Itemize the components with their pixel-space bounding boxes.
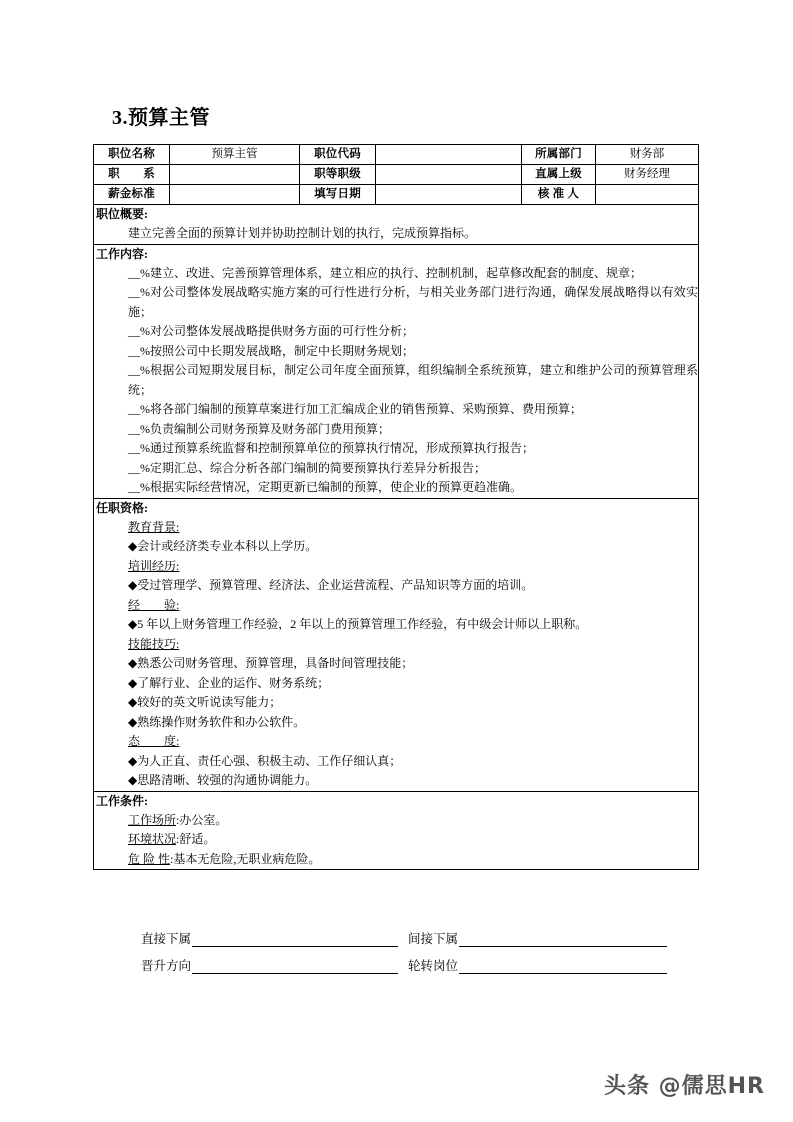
footer-field-input-line[interactable] (459, 933, 667, 947)
diamond-bullet-icon: ◆ (128, 714, 138, 729)
duty-percent-blank[interactable]: __% (128, 324, 150, 338)
footer-field-input-line[interactable] (459, 960, 667, 974)
cell-value-job-grade[interactable] (376, 165, 522, 185)
duty-percent-blank[interactable]: __% (128, 441, 150, 455)
qualification-group-label: 经 验: (128, 597, 180, 612)
cell-label-salary-standard: 薪金标准 (94, 185, 170, 205)
qualification-item (94, 654, 698, 674)
section-duties (94, 244, 699, 498)
duty-item (94, 478, 698, 498)
cell-label-approver: 核 准 人 (522, 185, 596, 205)
footer-signature-fields (93, 920, 698, 974)
diamond-bullet-icon: ◆ (128, 617, 138, 631)
qualification-item-text: 熟悉公司财务管理、预算管理，具备时间管理技能； (137, 656, 414, 670)
qualification-group-label: 技能技巧: (128, 636, 180, 651)
qualification-item (94, 771, 698, 791)
duty-percent-blank[interactable]: __% (128, 421, 150, 436)
footer-row (93, 920, 698, 947)
section-heading-summary: 职位概要: (96, 207, 148, 221)
duty-percent-blank[interactable]: __% (128, 285, 150, 299)
section-heading-work-conditions: 工作条件: (96, 793, 148, 808)
cell-value-position-name[interactable]: 预算主管 (170, 145, 300, 165)
summary-text: 建立完善全面的预算计划并协助控制计划的执行，完成预算指标。 (128, 226, 477, 240)
section-qualifications (94, 498, 699, 791)
diamond-bullet-icon: ◆ (128, 675, 138, 690)
qualification-item (94, 576, 698, 596)
duty-percent-blank[interactable]: __% (128, 363, 150, 377)
diamond-bullet-icon: ◆ (128, 753, 138, 768)
footer-field-label: 间接下属 (408, 932, 459, 946)
qualification-item-text: 5 年以上财务管理工作经验，2 年以上的预算管理工作经验，有中级会计师以上职称。 (137, 617, 588, 631)
footer-field (93, 931, 398, 947)
duty-item (94, 264, 698, 284)
duty-text: 对公司整体发展战略提供财务方面的可行性分析； (150, 324, 415, 338)
work-condition-label: 危 险 性 (128, 851, 171, 866)
watermark: 头条 @儒思HR (603, 1074, 765, 1099)
work-condition-label: 环境状况 (128, 832, 177, 846)
duty-text: 定期汇总、综合分析各部门编制的简要预算执行差异分析报告； (150, 460, 487, 475)
work-condition-value: :舒适。 (176, 832, 216, 846)
section-row-qualifications (94, 498, 699, 791)
footer-field-label: 直接下属 (141, 932, 192, 946)
cell-value-position-code[interactable] (376, 145, 522, 165)
section-heading-duties: 工作内容: (96, 246, 148, 261)
qualification-item-text: 了解行业、企业的运作、财务系统； (137, 675, 330, 690)
work-conditions-list (94, 811, 698, 870)
cell-value-salary-standard[interactable] (170, 185, 300, 205)
qualification-group-label: 教育背景: (128, 519, 180, 534)
duty-percent-blank[interactable]: __% (128, 265, 150, 280)
work-condition-value: :基本无危险,无职业病危险。 (170, 851, 321, 866)
duty-item (94, 283, 698, 322)
qualification-item (94, 713, 698, 733)
cell-label-fill-date: 填写日期 (300, 185, 376, 205)
duty-text: 建立、改进、完善预算管理体系，建立相应的执行、控制机制，起草修改配套的制度、规章； (150, 265, 643, 280)
footer-field (398, 931, 698, 947)
qualification-item (94, 693, 698, 713)
duty-item (94, 361, 698, 400)
qualification-item-text: 熟练操作财务软件和办公软件。 (137, 714, 306, 729)
work-condition-item (94, 830, 698, 850)
qualification-item (94, 537, 698, 557)
cell-label-department: 所属部门 (522, 145, 596, 165)
qualification-item-text: 会计或经济类专业本科以上学历。 (137, 539, 318, 553)
duty-text: 对公司整体发展战略实施方案的可行性进行分析，与相关业务部门进行沟通，确保发展战略得以有效实施； (128, 285, 698, 319)
qualification-item-text: 受过管理学、预算管理、经济法、企业运营流程、产品知识等方面的培训。 (137, 578, 534, 592)
duties-list (94, 264, 698, 498)
section-heading-qualifications: 任职资格: (96, 500, 148, 515)
page-title: 3.预算主管 (112, 107, 210, 129)
work-condition-item (94, 811, 698, 831)
duty-percent-blank[interactable]: __% (128, 480, 150, 494)
footer-field (398, 958, 698, 974)
cell-value-department[interactable]: 财务部 (596, 145, 699, 165)
table-row (94, 165, 699, 185)
footer-row (93, 947, 698, 974)
qualifications-list (94, 518, 698, 791)
work-condition-value: :办公室。 (176, 812, 228, 827)
duty-text: 根据公司短期发展目标，制定公司年度全面预算，组织编制全系统预算，建立和维护公司的预算管理系统； (128, 363, 698, 397)
diamond-bullet-icon: ◆ (128, 773, 138, 787)
qualification-item-text: 思路清晰、较强的沟通协调能力。 (137, 773, 318, 787)
cell-label-position-name: 职位名称 (94, 145, 170, 165)
diamond-bullet-icon: ◆ (128, 695, 138, 709)
duty-text: 根据实际经营情况，定期更新已编制的预算，使企业的预算更趋准确。 (150, 480, 523, 494)
duty-item (94, 439, 698, 459)
qualification-item-text: 较好的英文听说读写能力； (137, 695, 282, 709)
job-info-table (93, 144, 699, 870)
footer-field-input-line[interactable] (192, 960, 398, 974)
duty-item (94, 342, 698, 362)
section-row-work-conditions (94, 791, 699, 870)
footer-field (93, 958, 398, 974)
qualification-item (94, 674, 698, 694)
diamond-bullet-icon: ◆ (128, 656, 138, 670)
cell-label-job-grade: 职等职级 (300, 165, 376, 185)
duty-text: 按照公司中长期发展战略，制定中长期财务规划； (150, 343, 415, 358)
cell-label-direct-supervisor: 直属上级 (522, 165, 596, 185)
section-work-conditions (94, 791, 699, 870)
work-condition-label: 工作场所 (128, 812, 177, 827)
footer-field-label: 轮转岗位 (408, 959, 459, 973)
qualification-item-text: 为人正直、责任心强、积极主动、工作仔细认真； (137, 753, 402, 768)
duty-text: 通过预算系统监督和控制预算单位的预算执行情况，形成预算执行报告； (150, 441, 535, 455)
qualification-item (94, 615, 698, 635)
duty-percent-blank[interactable]: __% (128, 460, 150, 475)
section-row-summary (94, 205, 699, 245)
cell-value-approver[interactable] (596, 185, 699, 205)
footer-field-input-line[interactable] (192, 933, 398, 947)
diamond-bullet-icon: ◆ (128, 578, 138, 592)
duty-item (94, 322, 698, 342)
section-row-duties (94, 244, 699, 498)
diamond-bullet-icon: ◆ (128, 539, 138, 553)
duty-text: 将各部门编制的预算草案进行加工汇编成企业的销售预算、采购预算、费用预算； (150, 402, 583, 416)
duty-percent-blank[interactable]: __% (128, 402, 150, 416)
section-summary (94, 205, 699, 245)
qualification-item (94, 752, 698, 772)
duty-item (94, 420, 698, 440)
duty-item (94, 400, 698, 420)
qualification-group-label: 培训经历: (128, 558, 180, 573)
cell-label-position-code: 职位代码 (300, 145, 376, 165)
cell-label-job-family: 职 系 (94, 165, 170, 185)
qualification-group-label: 态 度: (128, 734, 180, 748)
cell-value-job-family[interactable] (170, 165, 300, 185)
duty-percent-blank[interactable]: __% (128, 343, 150, 358)
work-condition-item (94, 850, 698, 870)
cell-value-fill-date[interactable] (376, 185, 522, 205)
table-row (94, 145, 699, 165)
footer-field-label: 晋升方向 (141, 959, 192, 973)
table-row (94, 185, 699, 205)
duty-text: 负责编制公司财务预算及财务部门费用预算； (150, 421, 391, 436)
cell-value-direct-supervisor[interactable]: 财务经理 (596, 165, 699, 185)
duty-item (94, 459, 698, 479)
